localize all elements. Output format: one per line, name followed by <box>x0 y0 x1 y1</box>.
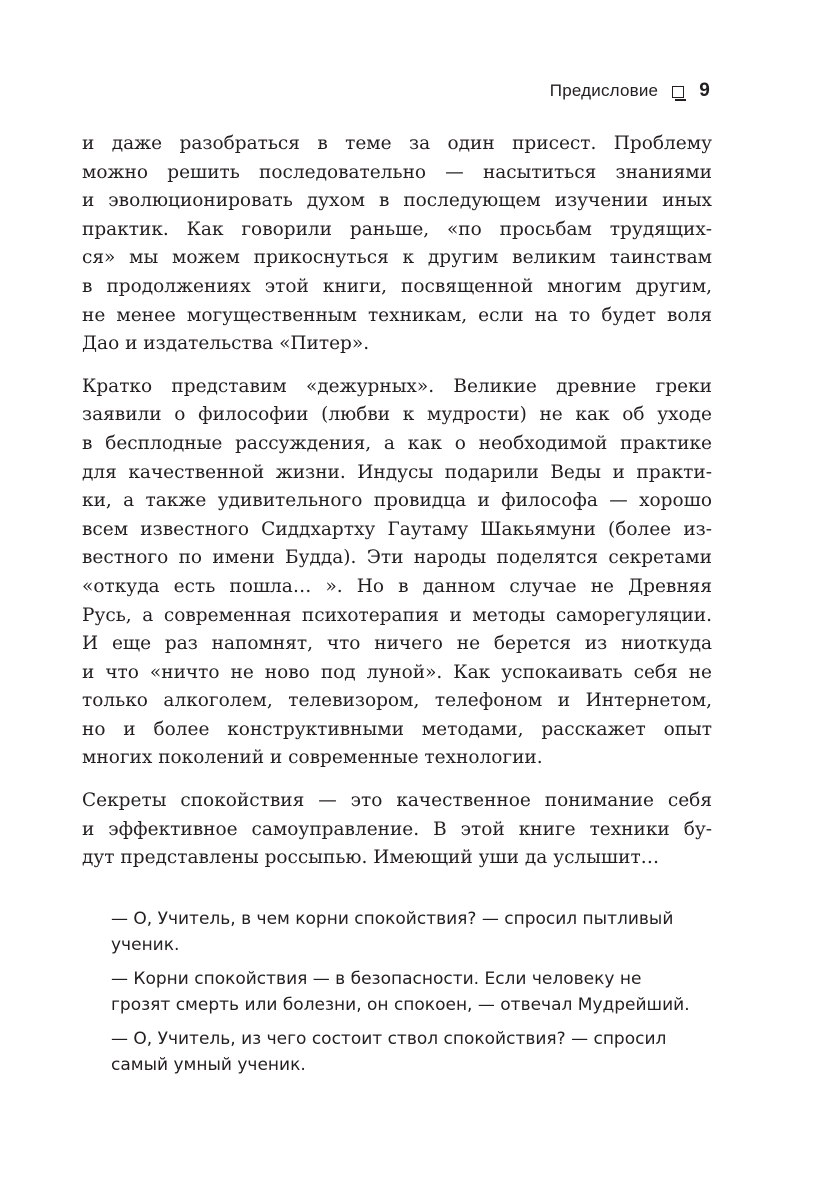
text-line: но и более конструктивными методами, расскажет опыт <box>82 718 712 740</box>
text-line: только алкоголем, телевизором, телефоном и Интернетом, <box>82 690 712 712</box>
paragraph-1 <box>82 130 712 359</box>
text-line: заявили о философии (любви к мудрости) не как об уходе <box>82 404 712 426</box>
text-line: ученик. <box>111 935 180 955</box>
text-line: и эволюционировать духом в последующем изучении иных <box>82 190 712 212</box>
text-line: Русь, а современная психотерапия и методы саморегуляции. <box>82 604 712 626</box>
text-line: практик. Как говорили раньше, «по просьбам трудящих- <box>82 218 712 240</box>
section-title: Предисловие <box>549 81 659 100</box>
text-line: «откуда есть пошла… ». Но в данном случае не Древняя <box>82 575 712 597</box>
page-number: 9 <box>699 80 710 101</box>
text-line: И еще раз напомнят, что ничего не берется из ниоткуда <box>82 633 712 655</box>
paragraph-2 <box>82 373 712 773</box>
text-line: грозят смерть или болезни, он спокоен, — отвечал Мудрейший. <box>111 995 690 1015</box>
text-line: и что «ничто не ново под луной». Как успокаивать себя не <box>82 661 712 683</box>
text-line: — О, Учитель, в чем корни спокойствия? — спросил пытливый <box>111 909 674 929</box>
text-line: многих поколений и современные технологии. <box>82 747 543 769</box>
text-line: в продолжениях этой книги, посвященной многим другим, <box>82 275 712 297</box>
text-line: Кратко представим «дежурных». Великие древние греки <box>82 375 712 397</box>
running-header <box>550 80 710 102</box>
dialogue-line-3 <box>111 1026 711 1078</box>
text-line: можно решить последовательно — насытиться знаниями <box>82 161 712 183</box>
text-line: ки, а также удивительного провидца и философа — хорошо <box>82 490 712 512</box>
text-line: и эффективное самоуправление. В этой книге техники бу- <box>82 818 712 840</box>
text-line: Секреты спокойствия — это качественное понимание себя <box>82 790 712 812</box>
text-line: ся» мы можем прикоснуться к другим великим таинствам <box>82 247 712 269</box>
text-line: всем известного Сиддхартху Гаутаму Шакьямуни (более из- <box>82 518 712 540</box>
text-line: и даже разобраться в теме за один присест. Проблему <box>82 133 712 154</box>
body-text <box>82 130 712 887</box>
text-line: Дао и издательства «Питер». <box>82 333 370 355</box>
dialogue-block <box>111 906 711 1086</box>
text-line: не менее могущественным техникам, если на то будет воля <box>82 304 712 326</box>
text-line: для качественной жизни. Индусы подарили Веды и практи- <box>82 461 712 483</box>
dialogue-line-1 <box>111 906 711 958</box>
dialogue-line-2 <box>111 966 711 1018</box>
text-line: — Корни спокойствия — в безопасности. Если человеку не <box>111 969 642 989</box>
text-line: в бесплодные рассуждения, а как о необходимой практике <box>82 432 712 454</box>
text-line: самый умный ученик. <box>111 1055 306 1075</box>
text-line: дут представлены россыпью. Имеющий уши да услышит… <box>82 847 660 869</box>
text-line: — О, Учитель, из чего состоит ствол спокойствия? — спросил <box>111 1029 667 1049</box>
text-line: вестного по имени Будда). Эти народы поделятся секретами <box>82 547 712 569</box>
paragraph-3 <box>82 787 712 873</box>
checkbox-square-icon <box>672 86 684 98</box>
